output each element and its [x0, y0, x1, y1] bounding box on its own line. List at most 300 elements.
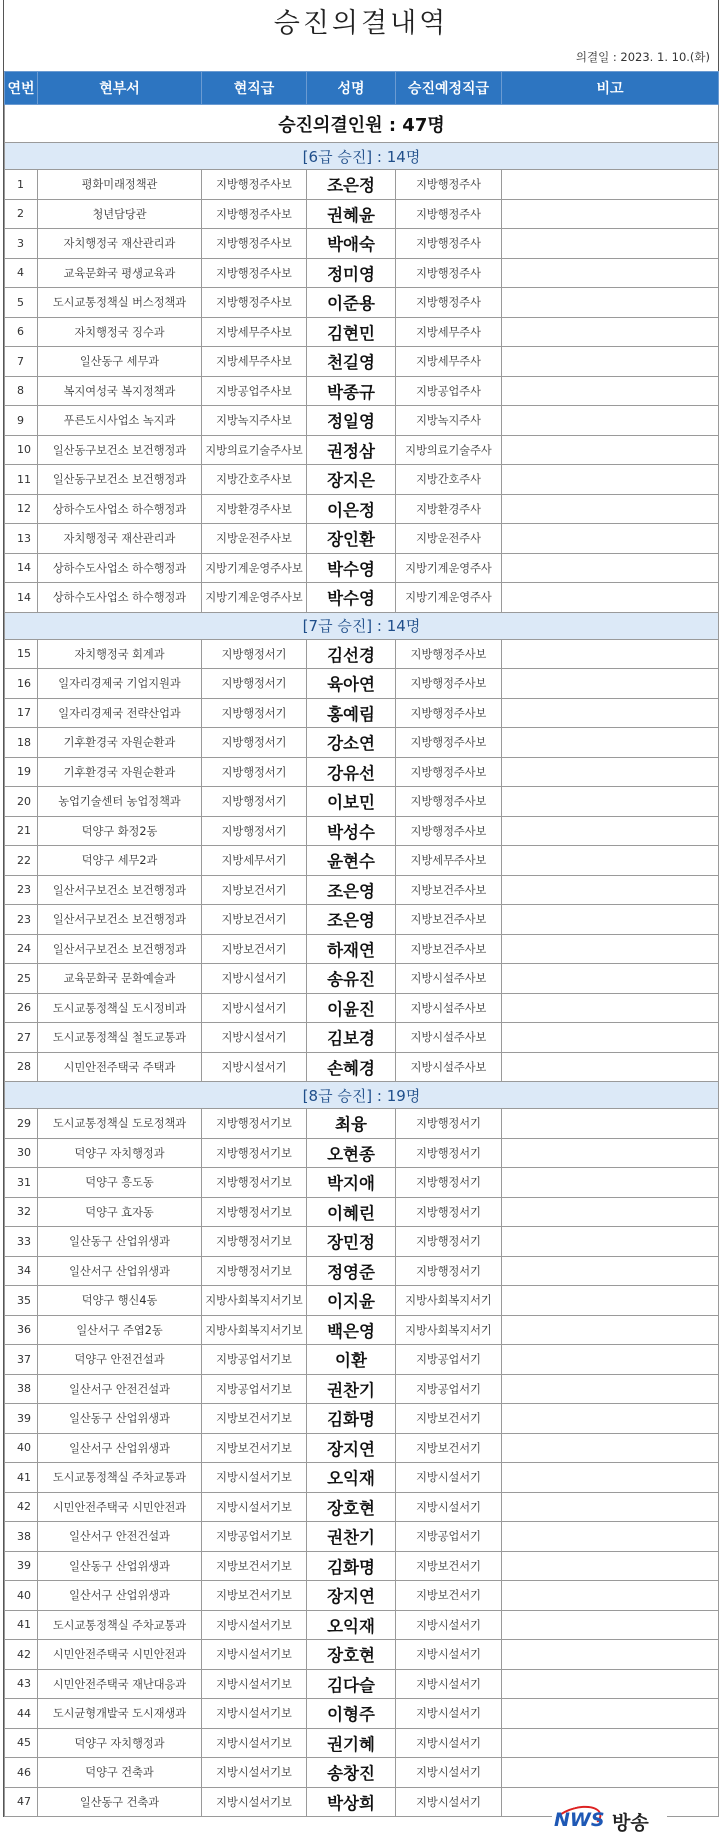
row-department: 일산동구 건축과: [38, 1787, 202, 1817]
table-row: [5, 1286, 719, 1316]
table-row: [5, 1109, 719, 1139]
row-current-grade: 지방행정서기: [202, 669, 307, 699]
row-department: 자치행정국 재산관리과: [38, 229, 202, 259]
row-name: 이은정: [307, 494, 396, 524]
row-current-grade: 지방세무서기: [202, 846, 307, 876]
table-row: [5, 494, 719, 524]
row-current-grade: 지방환경주사보: [202, 494, 307, 524]
row-department: 교육문화국 문화예술과: [38, 964, 202, 994]
row-current-grade: 지방보건서기보: [202, 1551, 307, 1581]
row-next-grade: 지방운전주사: [396, 524, 502, 554]
row-note: [502, 229, 719, 259]
row-note: [502, 816, 719, 846]
row-number: 35: [5, 1286, 38, 1316]
row-number: 38: [5, 1374, 38, 1404]
row-number: 26: [5, 993, 38, 1023]
table-row: [5, 524, 719, 554]
row-current-grade: 지방시설서기보: [202, 1463, 307, 1493]
row-note: [502, 846, 719, 876]
row-current-grade: 지방시설서기: [202, 1023, 307, 1053]
row-current-grade: 지방행정주사보: [202, 288, 307, 318]
row-next-grade: 지방행정서기: [396, 1197, 502, 1227]
table-row: [5, 288, 719, 318]
row-note: [502, 406, 719, 436]
row-note: [502, 905, 719, 935]
row-current-grade: 지방세무주사보: [202, 317, 307, 347]
row-current-grade: 지방시설서기보: [202, 1610, 307, 1640]
row-note: [502, 1758, 719, 1788]
table-row: [5, 1551, 719, 1581]
row-department: 평화미래정책관: [38, 170, 202, 200]
row-note: [502, 258, 719, 288]
table-row: [5, 376, 719, 406]
row-department: 시민안전주택국 시민안전과: [38, 1640, 202, 1670]
row-name: 김다슬: [307, 1669, 396, 1699]
row-current-grade: 지방시설서기: [202, 964, 307, 994]
row-name: 박수영: [307, 553, 396, 583]
row-department: 상하수도사업소 하수행정과: [38, 583, 202, 613]
section-label: [7급 승진] : 14명: [5, 612, 719, 639]
row-note: [502, 1728, 719, 1758]
row-note: [502, 494, 719, 524]
row-next-grade: 지방시설주사보: [396, 964, 502, 994]
row-number: 41: [5, 1610, 38, 1640]
table-row: [5, 1640, 719, 1670]
table-row: [5, 1492, 719, 1522]
row-next-grade: 지방녹지주사: [396, 406, 502, 436]
row-department: 덕양구 세무2과: [38, 846, 202, 876]
table-row: [5, 1315, 719, 1345]
table-row: [5, 1227, 719, 1257]
logo-text-right: 방송: [612, 1812, 649, 1834]
row-number: 45: [5, 1728, 38, 1758]
row-number: 46: [5, 1758, 38, 1788]
row-current-grade: 지방행정주사보: [202, 229, 307, 259]
table-row: [5, 639, 719, 669]
table-row: [5, 787, 719, 817]
row-number: 34: [5, 1256, 38, 1286]
row-number: 41: [5, 1463, 38, 1493]
row-number: 14: [5, 583, 38, 613]
row-current-grade: 지방공업서기보: [202, 1345, 307, 1375]
row-next-grade: 지방환경주사: [396, 494, 502, 524]
row-note: [502, 1433, 719, 1463]
row-department: 일산서구보건소 보건행정과: [38, 905, 202, 935]
row-department: 덕양구 효자동: [38, 1197, 202, 1227]
row-note: [502, 1138, 719, 1168]
table-row: [5, 875, 719, 905]
row-name: 이형주: [307, 1699, 396, 1729]
row-note: [502, 1522, 719, 1552]
row-name: 오익재: [307, 1610, 396, 1640]
row-current-grade: 지방보건서기: [202, 934, 307, 964]
row-name: 오현종: [307, 1138, 396, 1168]
row-name: 손혜경: [307, 1052, 396, 1082]
row-current-grade: 지방시설서기보: [202, 1699, 307, 1729]
row-next-grade: 지방행정주사보: [396, 669, 502, 699]
row-number: 33: [5, 1227, 38, 1257]
row-number: 2: [5, 199, 38, 229]
row-current-grade: 지방시설서기보: [202, 1758, 307, 1788]
table-row: [5, 1699, 719, 1729]
row-name: 조은영: [307, 905, 396, 935]
table-row: [5, 1433, 719, 1463]
row-number: 47: [5, 1787, 38, 1817]
row-name: 장지연: [307, 1581, 396, 1611]
row-department: 일산동구 산업위생과: [38, 1227, 202, 1257]
row-number: 42: [5, 1492, 38, 1522]
row-department: 일산서구 안전건설과: [38, 1522, 202, 1552]
row-name: 천길영: [307, 347, 396, 377]
row-department: 기후환경국 자원순환과: [38, 728, 202, 758]
row-department: 시민안전주택국 주택과: [38, 1052, 202, 1082]
row-name: 이준용: [307, 288, 396, 318]
row-current-grade: 지방기계운영주사보: [202, 553, 307, 583]
row-department: 일산서구 산업위생과: [38, 1433, 202, 1463]
row-department: 자치행정국 징수과: [38, 317, 202, 347]
table-row: [5, 229, 719, 259]
row-note: [502, 787, 719, 817]
table-row: [5, 1610, 719, 1640]
row-note: [502, 435, 719, 465]
row-note: [502, 1197, 719, 1227]
row-next-grade: 지방행정주사보: [396, 728, 502, 758]
row-next-grade: 지방시설주사보: [396, 1023, 502, 1053]
row-number: 22: [5, 846, 38, 876]
row-next-grade: 지방행정서기: [396, 1138, 502, 1168]
row-name: 정영준: [307, 1256, 396, 1286]
table-row: [5, 1345, 719, 1375]
table-row: [5, 698, 719, 728]
row-department: 일산서구 산업위생과: [38, 1581, 202, 1611]
row-department: 일산서구 산업위생과: [38, 1256, 202, 1286]
row-department: 농업기술센터 농업정책과: [38, 787, 202, 817]
row-number: 8: [5, 376, 38, 406]
row-name: 송창진: [307, 1758, 396, 1788]
row-name: 권찬기: [307, 1522, 396, 1552]
row-name: 장지은: [307, 465, 396, 495]
row-current-grade: 지방시설서기: [202, 1052, 307, 1082]
row-next-grade: 지방시설서기: [396, 1492, 502, 1522]
row-note: [502, 964, 719, 994]
row-next-grade: 지방보건주사보: [396, 905, 502, 935]
table-row: [5, 435, 719, 465]
row-department: 덕양구 행신4동: [38, 1286, 202, 1316]
table-row: [5, 934, 719, 964]
row-name: 조은영: [307, 875, 396, 905]
header-current-grade: 현직급: [202, 72, 307, 105]
row-note: [502, 1315, 719, 1345]
summary-row: [5, 105, 719, 143]
row-next-grade: 지방보건서기: [396, 1551, 502, 1581]
row-department: 교육문화국 평생교육과: [38, 258, 202, 288]
row-department: 도시교통정책실 철도교통과: [38, 1023, 202, 1053]
row-next-grade: 지방행정주사보: [396, 787, 502, 817]
row-department: 일산동구 산업위생과: [38, 1551, 202, 1581]
row-number: 37: [5, 1345, 38, 1375]
row-next-grade: 지방행정주사보: [396, 816, 502, 846]
row-next-grade: 지방시설주사보: [396, 993, 502, 1023]
row-name: 송유진: [307, 964, 396, 994]
row-department: 일산서구보건소 보건행정과: [38, 934, 202, 964]
section-label: [6급 승진] : 14명: [5, 143, 719, 170]
row-name: 박지애: [307, 1168, 396, 1198]
row-department: 덕양구 자치행정과: [38, 1728, 202, 1758]
row-name: 오익재: [307, 1463, 396, 1493]
row-current-grade: 지방사회복지서기보: [202, 1315, 307, 1345]
table-row: [5, 1052, 719, 1082]
row-current-grade: 지방공업주사보: [202, 376, 307, 406]
row-department: 덕양구 안전건설과: [38, 1345, 202, 1375]
row-note: [502, 1256, 719, 1286]
row-next-grade: 지방공업서기: [396, 1522, 502, 1552]
row-next-grade: 지방세무주사보: [396, 846, 502, 876]
row-number: 39: [5, 1404, 38, 1434]
resolution-date: 의결일 : 2023. 1. 10.(화): [575, 50, 710, 64]
row-note: [502, 669, 719, 699]
row-note: [502, 170, 719, 200]
row-next-grade: 지방행정주사: [396, 288, 502, 318]
row-department: 자치행정국 재산관리과: [38, 524, 202, 554]
row-note: [502, 465, 719, 495]
header-next-grade: 승진예정직급: [396, 72, 502, 105]
table-row: [5, 170, 719, 200]
row-note: [502, 728, 719, 758]
row-department: 일자리경제국 기업지원과: [38, 669, 202, 699]
row-name: 육아연: [307, 669, 396, 699]
row-name: 권혜윤: [307, 199, 396, 229]
row-number: 19: [5, 757, 38, 787]
document: [3, 0, 719, 1817]
row-current-grade: 지방세무주사보: [202, 347, 307, 377]
row-note: [502, 993, 719, 1023]
row-department: 도시교통정책실 도시정비과: [38, 993, 202, 1023]
table-row: [5, 993, 719, 1023]
table-row: [5, 964, 719, 994]
row-number: 11: [5, 465, 38, 495]
row-department: 도시균형개발국 도시재생과: [38, 1699, 202, 1729]
row-current-grade: 지방시설서기보: [202, 1669, 307, 1699]
row-number: 4: [5, 258, 38, 288]
row-note: [502, 583, 719, 613]
row-next-grade: 지방행정서기: [396, 1227, 502, 1257]
table-row: [5, 199, 719, 229]
table-row: [5, 1728, 719, 1758]
row-department: 자치행정국 회계과: [38, 639, 202, 669]
table-row: [5, 317, 719, 347]
table-row: [5, 1168, 719, 1198]
row-next-grade: 지방공업주사: [396, 376, 502, 406]
row-number: 6: [5, 317, 38, 347]
row-department: 도시교통정책실 주차교통과: [38, 1610, 202, 1640]
row-note: [502, 934, 719, 964]
row-name: 박상희: [307, 1787, 396, 1817]
row-next-grade: 지방세무주사: [396, 347, 502, 377]
table-row: [5, 669, 719, 699]
row-note: [502, 698, 719, 728]
row-number: 18: [5, 728, 38, 758]
row-current-grade: 지방행정서기: [202, 787, 307, 817]
row-current-grade: 지방시설서기보: [202, 1492, 307, 1522]
row-number: 7: [5, 347, 38, 377]
table-row: [5, 1374, 719, 1404]
section-header-row: [5, 143, 719, 170]
row-name: 장지연: [307, 1433, 396, 1463]
row-name: 강소연: [307, 728, 396, 758]
row-current-grade: 지방보건서기: [202, 875, 307, 905]
row-department: 도시교통정책실 주차교통과: [38, 1463, 202, 1493]
row-name: 박수영: [307, 583, 396, 613]
row-current-grade: 지방공업서기보: [202, 1522, 307, 1552]
row-number: 30: [5, 1138, 38, 1168]
row-number: 40: [5, 1433, 38, 1463]
table-row: [5, 1256, 719, 1286]
row-current-grade: 지방시설서기: [202, 993, 307, 1023]
row-name: 홍예림: [307, 698, 396, 728]
row-next-grade: 지방시설서기: [396, 1640, 502, 1670]
row-note: [502, 1610, 719, 1640]
row-note: [502, 1023, 719, 1053]
row-department: 상하수도사업소 하수행정과: [38, 494, 202, 524]
row-department: 도시교통정책실 버스정책과: [38, 288, 202, 318]
row-note: [502, 639, 719, 669]
row-name: 조은정: [307, 170, 396, 200]
table-row: [5, 757, 719, 787]
row-number: 27: [5, 1023, 38, 1053]
row-number: 15: [5, 639, 38, 669]
row-current-grade: 지방시설서기보: [202, 1640, 307, 1670]
row-note: [502, 1640, 719, 1670]
row-number: 17: [5, 698, 38, 728]
row-next-grade: 지방의료기술주사: [396, 435, 502, 465]
row-number: 31: [5, 1168, 38, 1198]
row-number: 21: [5, 816, 38, 846]
row-name: 김화명: [307, 1404, 396, 1434]
row-department: 덕양구 화정2동: [38, 816, 202, 846]
table-row: [5, 846, 719, 876]
row-department: 일산동구보건소 보건행정과: [38, 465, 202, 495]
table-row: [5, 1758, 719, 1788]
row-department: 도시교통정책실 도로정책과: [38, 1109, 202, 1139]
row-current-grade: 지방행정서기보: [202, 1227, 307, 1257]
row-current-grade: 지방보건서기보: [202, 1404, 307, 1434]
row-department: 일산서구 안전건설과: [38, 1374, 202, 1404]
row-number: 42: [5, 1640, 38, 1670]
row-current-grade: 지방행정서기보: [202, 1197, 307, 1227]
row-name: 권기혜: [307, 1728, 396, 1758]
row-name: 박성수: [307, 816, 396, 846]
row-next-grade: 지방행정주사보: [396, 698, 502, 728]
table-row: [5, 406, 719, 436]
table-row: [5, 1404, 719, 1434]
row-name: 김화명: [307, 1551, 396, 1581]
row-next-grade: 지방시설서기: [396, 1610, 502, 1640]
row-current-grade: 지방행정서기: [202, 639, 307, 669]
row-number: 23: [5, 875, 38, 905]
row-next-grade: 지방행정주사: [396, 170, 502, 200]
row-name: 이혜린: [307, 1197, 396, 1227]
row-number: 5: [5, 288, 38, 318]
row-next-grade: 지방시설서기: [396, 1699, 502, 1729]
row-number: 16: [5, 669, 38, 699]
row-number: 39: [5, 1551, 38, 1581]
row-next-grade: 지방행정주사: [396, 199, 502, 229]
row-next-grade: 지방보건주사보: [396, 934, 502, 964]
row-number: 3: [5, 229, 38, 259]
row-next-grade: 지방사회복지서기: [396, 1315, 502, 1345]
row-number: 36: [5, 1315, 38, 1345]
row-current-grade: 지방공업서기보: [202, 1374, 307, 1404]
row-current-grade: 지방행정서기: [202, 816, 307, 846]
row-next-grade: 지방행정서기: [396, 1256, 502, 1286]
row-name: 윤현수: [307, 846, 396, 876]
row-current-grade: 지방사회복지서기보: [202, 1286, 307, 1316]
row-next-grade: 지방공업서기: [396, 1374, 502, 1404]
row-number: 43: [5, 1669, 38, 1699]
table-row: [5, 1463, 719, 1493]
row-name: 하재연: [307, 934, 396, 964]
header-dept: 현부서: [38, 72, 202, 105]
row-next-grade: 지방행정서기: [396, 1168, 502, 1198]
table-row: [5, 1023, 719, 1053]
row-department: 시민안전주택국 시민안전과: [38, 1492, 202, 1522]
table-row: [5, 553, 719, 583]
row-current-grade: 지방행정서기보: [202, 1256, 307, 1286]
row-current-grade: 지방행정주사보: [202, 170, 307, 200]
row-department: 상하수도사업소 하수행정과: [38, 553, 202, 583]
row-name: 이환: [307, 1345, 396, 1375]
row-number: 28: [5, 1052, 38, 1082]
row-note: [502, 553, 719, 583]
row-next-grade: 지방시설서기: [396, 1787, 502, 1817]
row-note: [502, 317, 719, 347]
row-name: 최융: [307, 1109, 396, 1139]
row-next-grade: 지방기계운영주사: [396, 583, 502, 613]
row-note: [502, 1404, 719, 1434]
row-next-grade: 지방기계운영주사: [396, 553, 502, 583]
row-number: 32: [5, 1197, 38, 1227]
row-name: 김보경: [307, 1023, 396, 1053]
row-current-grade: 지방의료기술주사보: [202, 435, 307, 465]
row-name: 장인환: [307, 524, 396, 554]
row-note: [502, 1374, 719, 1404]
row-next-grade: 지방세무주사: [396, 317, 502, 347]
row-next-grade: 지방공업서기: [396, 1345, 502, 1375]
row-current-grade: 지방보건서기보: [202, 1581, 307, 1611]
row-current-grade: 지방행정서기: [202, 757, 307, 787]
row-next-grade: 지방행정서기: [396, 1109, 502, 1139]
row-current-grade: 지방녹지주사보: [202, 406, 307, 436]
row-name: 권정삼: [307, 435, 396, 465]
row-number: 12: [5, 494, 38, 524]
row-number: 13: [5, 524, 38, 554]
row-note: [502, 1463, 719, 1493]
row-number: 25: [5, 964, 38, 994]
row-department: 덕양구 건축과: [38, 1758, 202, 1788]
row-next-grade: 지방시설서기: [396, 1669, 502, 1699]
row-department: 기후환경국 자원순환과: [38, 757, 202, 787]
table-row: [5, 347, 719, 377]
row-note: [502, 376, 719, 406]
row-note: [502, 875, 719, 905]
row-note: [502, 1109, 719, 1139]
row-department: 일산동구 산업위생과: [38, 1404, 202, 1434]
row-next-grade: 지방행정주사보: [396, 757, 502, 787]
row-current-grade: 지방행정주사보: [202, 199, 307, 229]
row-next-grade: 지방시설서기: [396, 1758, 502, 1788]
section-header-row: [5, 612, 719, 639]
section-label: [8급 승진] : 19명: [5, 1082, 719, 1109]
